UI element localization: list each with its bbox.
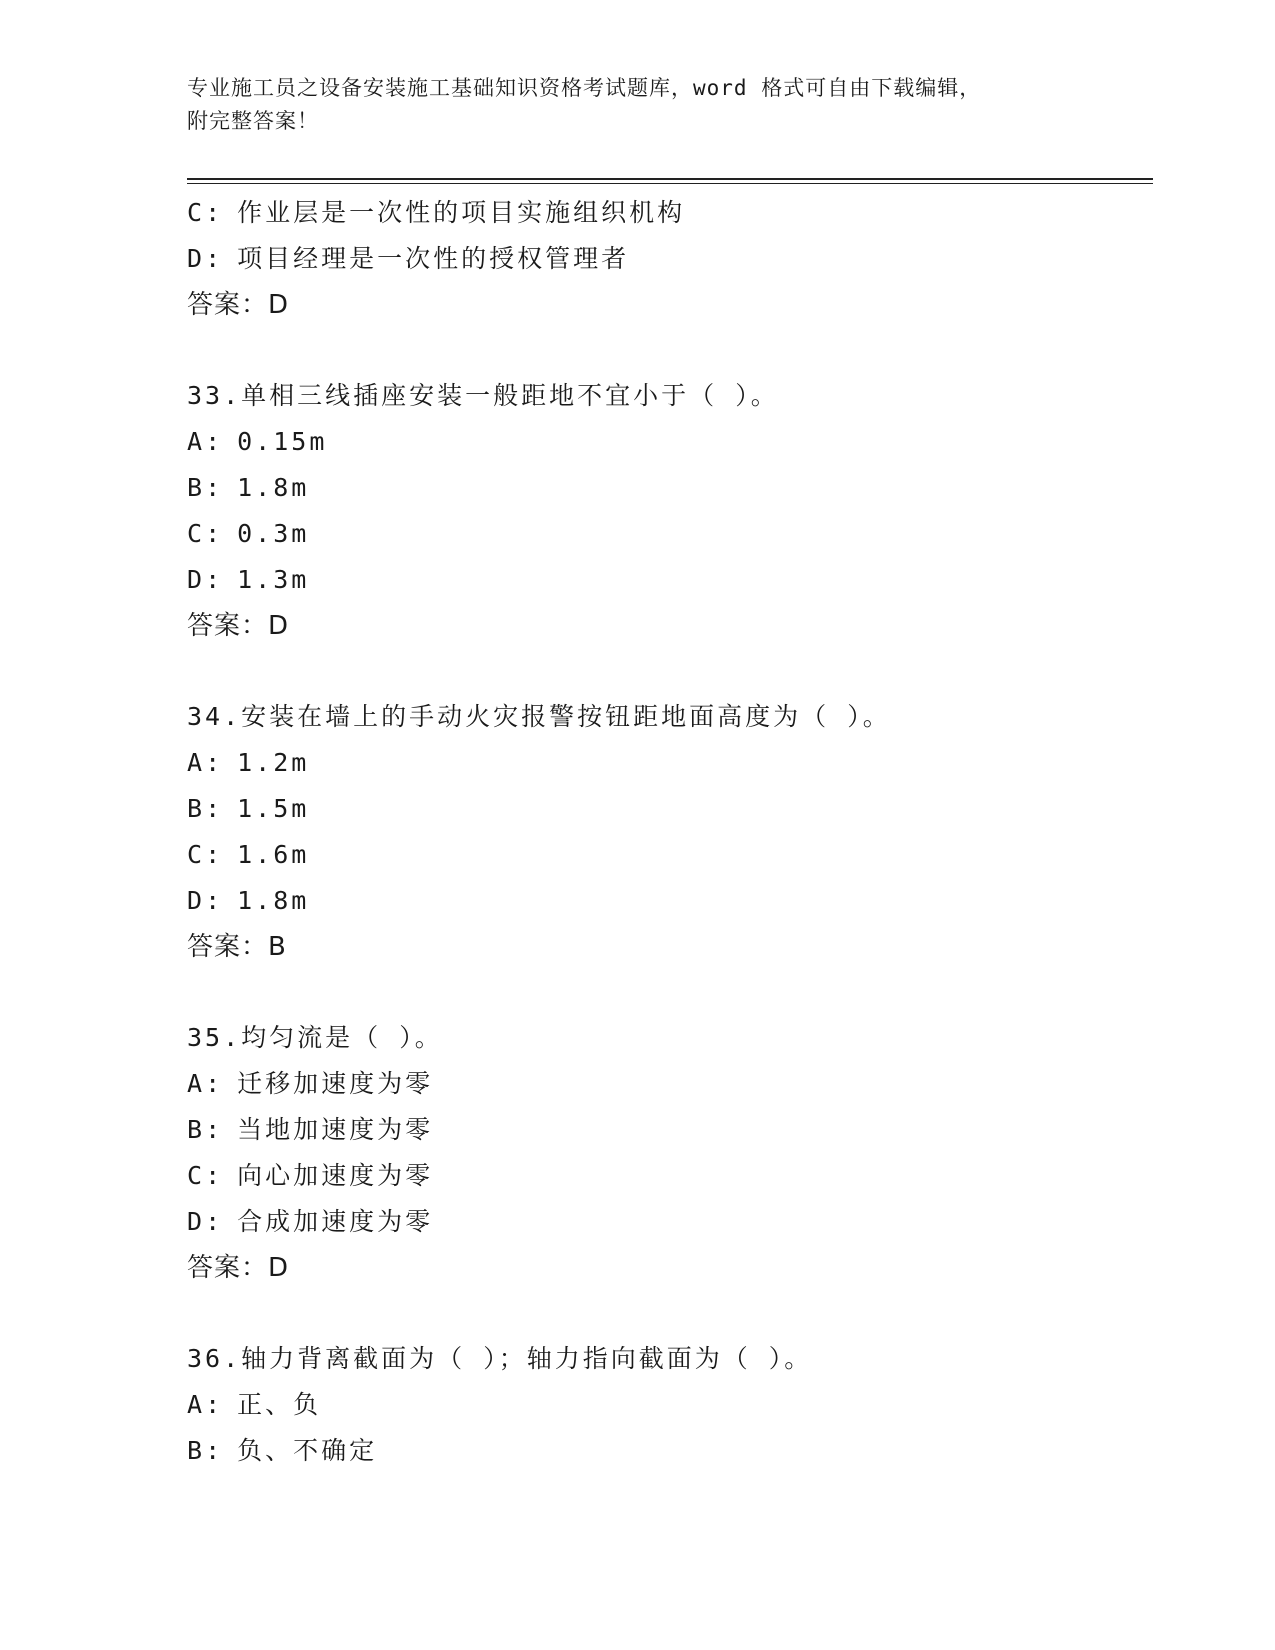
question-stem: 35.均匀流是（ ）。 — [187, 1023, 443, 1052]
header-divider-thick — [187, 178, 1153, 180]
option-letter: C — [187, 1161, 206, 1190]
option-text: 迁移加速度为零 — [237, 1069, 434, 1098]
prev-question-block — [187, 190, 1153, 328]
option-d: D: 1.8m — [187, 878, 1153, 924]
option-letter: D — [187, 244, 206, 273]
answer-line — [187, 924, 1153, 970]
option-text: 0.15m — [237, 427, 328, 456]
document-header — [187, 72, 1067, 138]
option-text: 1.3m — [237, 565, 310, 594]
option-text: 当地加速度为零 — [237, 1115, 434, 1144]
option-text: 向心加速度为零 — [237, 1161, 434, 1190]
option-b: B: 负、不确定 — [187, 1428, 1153, 1474]
header-line-2: 附完整答案！ — [187, 109, 319, 133]
option-text: 项目经理是一次性的授权管理者 — [237, 244, 630, 273]
answer-label: 答案： — [187, 932, 269, 962]
question-stem: 34.安装在墙上的手动火灾报警按钮距地面高度为（ ）。 — [187, 702, 891, 731]
header-line-1: 专业施工员之设备安装施工基础知识资格考试题库，word 格式可自由下载编辑， — [187, 76, 982, 100]
option-a: A: 迁移加速度为零 — [187, 1061, 1153, 1107]
option-letter: B — [187, 1115, 206, 1144]
answer-label: 答案： — [187, 611, 269, 641]
option-letter: A — [187, 427, 206, 456]
question-34 — [187, 694, 1153, 970]
option-letter: C — [187, 519, 206, 548]
question-stem: 33.单相三线插座安装一般距地不宜小于（ ）。 — [187, 381, 779, 410]
option-b: B: 1.5m — [187, 786, 1153, 832]
option-c: C: 1.6m — [187, 832, 1153, 878]
option-text: 负、不确定 — [237, 1436, 378, 1465]
option-a: A: 0.15m — [187, 419, 1153, 465]
option-text: 1.8m — [237, 886, 310, 915]
option-c: C: 0.3m — [187, 511, 1153, 557]
option-letter: C — [187, 840, 206, 869]
option-letter: A — [187, 1069, 206, 1098]
option-letter: B — [187, 1436, 206, 1465]
answer-label: 答案： — [187, 1253, 269, 1283]
option-d: D: 合成加速度为零 — [187, 1199, 1153, 1245]
question-36 — [187, 1336, 1153, 1474]
option-text: 正、负 — [237, 1390, 322, 1419]
option-text: 合成加速度为零 — [237, 1207, 434, 1236]
option-letter: B — [187, 794, 206, 823]
answer-line — [187, 282, 1153, 328]
answer-value: D — [268, 290, 290, 320]
option-letter: D — [187, 1207, 206, 1236]
option-text: 作业层是一次性的项目实施组织机构 — [237, 198, 686, 227]
answer-value: D — [268, 1253, 290, 1283]
answer-value: D — [268, 611, 290, 641]
header-divider-thin — [187, 183, 1153, 184]
option-a: A: 正、负 — [187, 1382, 1153, 1428]
option-letter: A — [187, 1390, 206, 1419]
option-b: B: 1.8m — [187, 465, 1153, 511]
question-stem: 36.轴力背离截面为（ ）；轴力指向截面为（ ）。 — [187, 1344, 813, 1373]
answer-value: B — [268, 932, 287, 962]
option-text: 1.5m — [237, 794, 310, 823]
option-text: 1.6m — [237, 840, 310, 869]
answer-line — [187, 1245, 1153, 1291]
option-letter: A — [187, 748, 206, 777]
answer-label: 答案： — [187, 290, 269, 320]
answer-line — [187, 603, 1153, 649]
option-letter: C — [187, 198, 206, 227]
option-a: A: 1.2m — [187, 740, 1153, 786]
option-b: B: 当地加速度为零 — [187, 1107, 1153, 1153]
option-d: D: 1.3m — [187, 557, 1153, 603]
option-d: D: 项目经理是一次性的授权管理者 — [187, 236, 1153, 282]
option-text: 1.8m — [237, 473, 310, 502]
option-c: C: 向心加速度为零 — [187, 1153, 1153, 1199]
option-text: 0.3m — [237, 519, 310, 548]
question-35 — [187, 1015, 1153, 1291]
question-content — [187, 190, 1153, 1474]
option-text: 1.2m — [237, 748, 310, 777]
option-letter: D — [187, 886, 206, 915]
option-c: C: 作业层是一次性的项目实施组织机构 — [187, 190, 1153, 236]
question-33 — [187, 373, 1153, 649]
option-letter: B — [187, 473, 206, 502]
option-letter: D — [187, 565, 206, 594]
